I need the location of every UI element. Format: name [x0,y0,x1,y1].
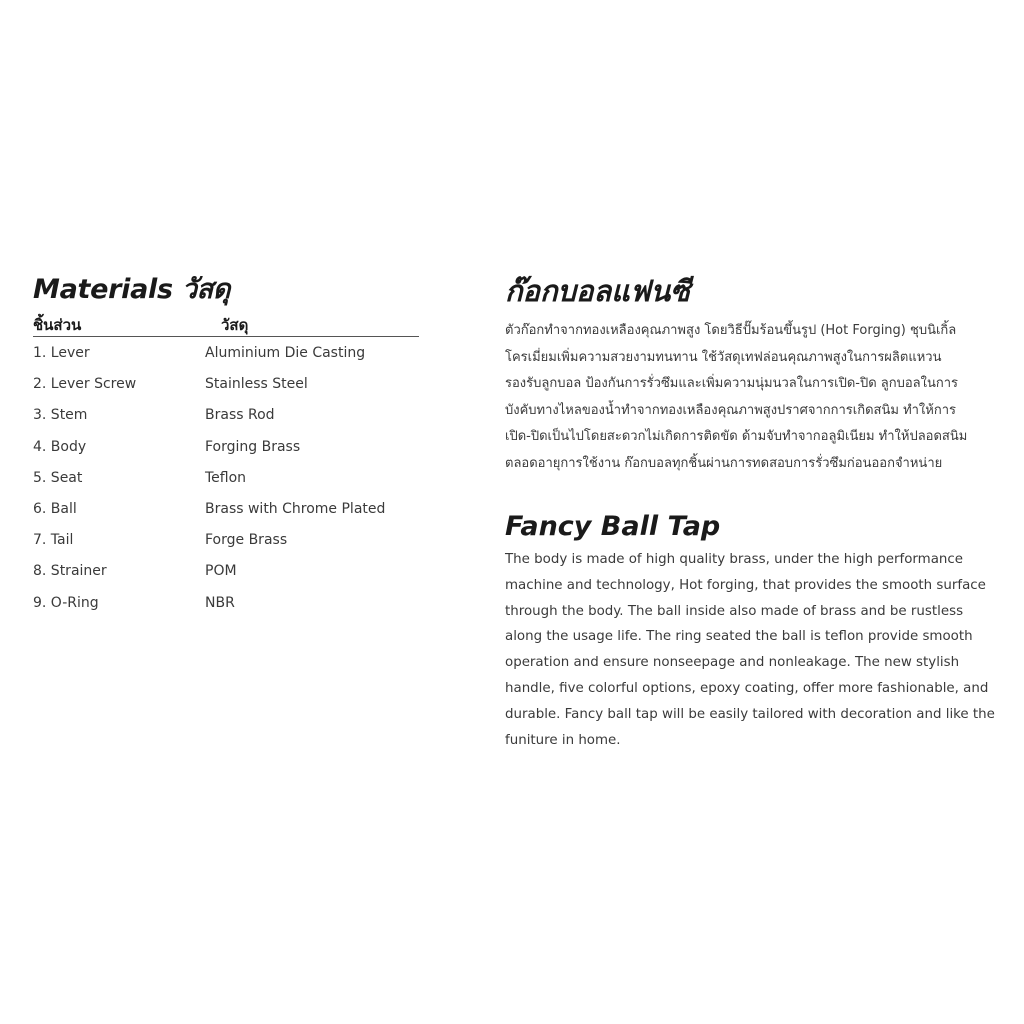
part-material: Forge Brass [205,532,288,549]
part-material: Forging Brass [205,438,301,455]
part-material: NBR [205,594,235,611]
part-name: 6. Ball [33,500,77,517]
part-name: 1. Lever [33,345,90,361]
part-material: POM [205,563,237,580]
part-name: 4. Body [33,438,87,455]
part-name: 7. Tail [33,532,74,549]
part-name: 9. O-Ring [33,594,99,611]
material-row [33,368,419,399]
thai-line: ตัวก๊อกทำจากทองเหลืองคุณภาพสูง โดยวิธีปั๊มร้อนขึ้นรูป (Hot Forging) ชุบนิเกิ้ล [505,323,957,338]
thai-line: โครเมี่ยมเพิ่มความสวยงามทนทาน ใช้วัสดุเทฟล่อนคุณภาพสูงในการผลิตแหวน [505,349,942,365]
material-row [33,399,419,430]
thai-line: รองรับลูกบอล ป้องกันการรั่วซึมและเพิ่มความนุ่มนวลในการเปิด-ปิด ลูกบอลในการ [505,376,959,391]
english-line: machine and technology, Hot forging, that provides the smooth surface [505,577,986,593]
materials-table-header [33,310,419,337]
english-line: funiture in home. [505,732,621,748]
part-name: 3. Stem [33,407,88,424]
header-material: วัสดุ [221,316,249,334]
thai-paragraph [505,318,1000,477]
material-row [33,524,419,555]
thai-title: ก๊อกบอลแฟนซี [505,274,690,308]
material-row [33,462,419,493]
english-line: along the usage life. The ring seated the ball is teflon provide smooth [505,629,973,645]
part-name: 5. Seat [33,469,83,486]
part-material: Aluminium Die Casting [205,345,366,361]
english-line: handle, five colorful options, epoxy coating, offer more fashionable, and [505,680,989,696]
english-line: through the body. The ball inside also made of brass and be rustless [505,603,964,619]
english-title: Fancy Ball Tap [505,511,721,542]
english-paragraph [505,547,1000,753]
english-line: durable. Fancy ball tap will be easily tailored with decoration and like the [505,706,995,722]
part-name: 8. Strainer [33,563,107,580]
part-name: 2. Lever Screw [33,376,137,393]
material-row [33,587,419,618]
thai-line: เปิด-ปิดเป็นไปโดยสะดวกไม่เกิดการติดขัด ด้ามจับทำจากอลูมิเนียม ทำให้ปลอดสนิม [505,429,968,444]
thai-line: บังคับทางไหลของน้ำทำจากทองเหลืองคุณภาพสูงปราศจากการเกิดสนิม ทำให้การ [505,402,957,418]
part-material: Brass with Chrome Plated [205,500,386,517]
english-line: The body is made of high quality brass, under the high performance [505,552,964,567]
material-row [33,431,419,462]
material-row [33,555,419,586]
english-line: operation and ensure nonseepage and nonleakage. The new stylish [505,655,960,671]
part-material: Stainless Steel [205,376,308,393]
materials-list [33,337,419,618]
description-section [505,272,1000,748]
part-material: Teflon [205,469,247,486]
part-material: Brass Rod [205,407,275,424]
materials-title: Materials วัสดุ [33,274,231,305]
material-row [33,337,419,368]
header-part: ชิ้นส่วน [33,316,82,334]
thai-line: ตลอดอายุการใช้งาน ก๊อกบอลทุกชิ้นผ่านการทดสอบการรั่วซึมก่อนออกจำหน่าย [505,455,943,471]
materials-section [33,272,419,618]
material-row [33,493,419,524]
